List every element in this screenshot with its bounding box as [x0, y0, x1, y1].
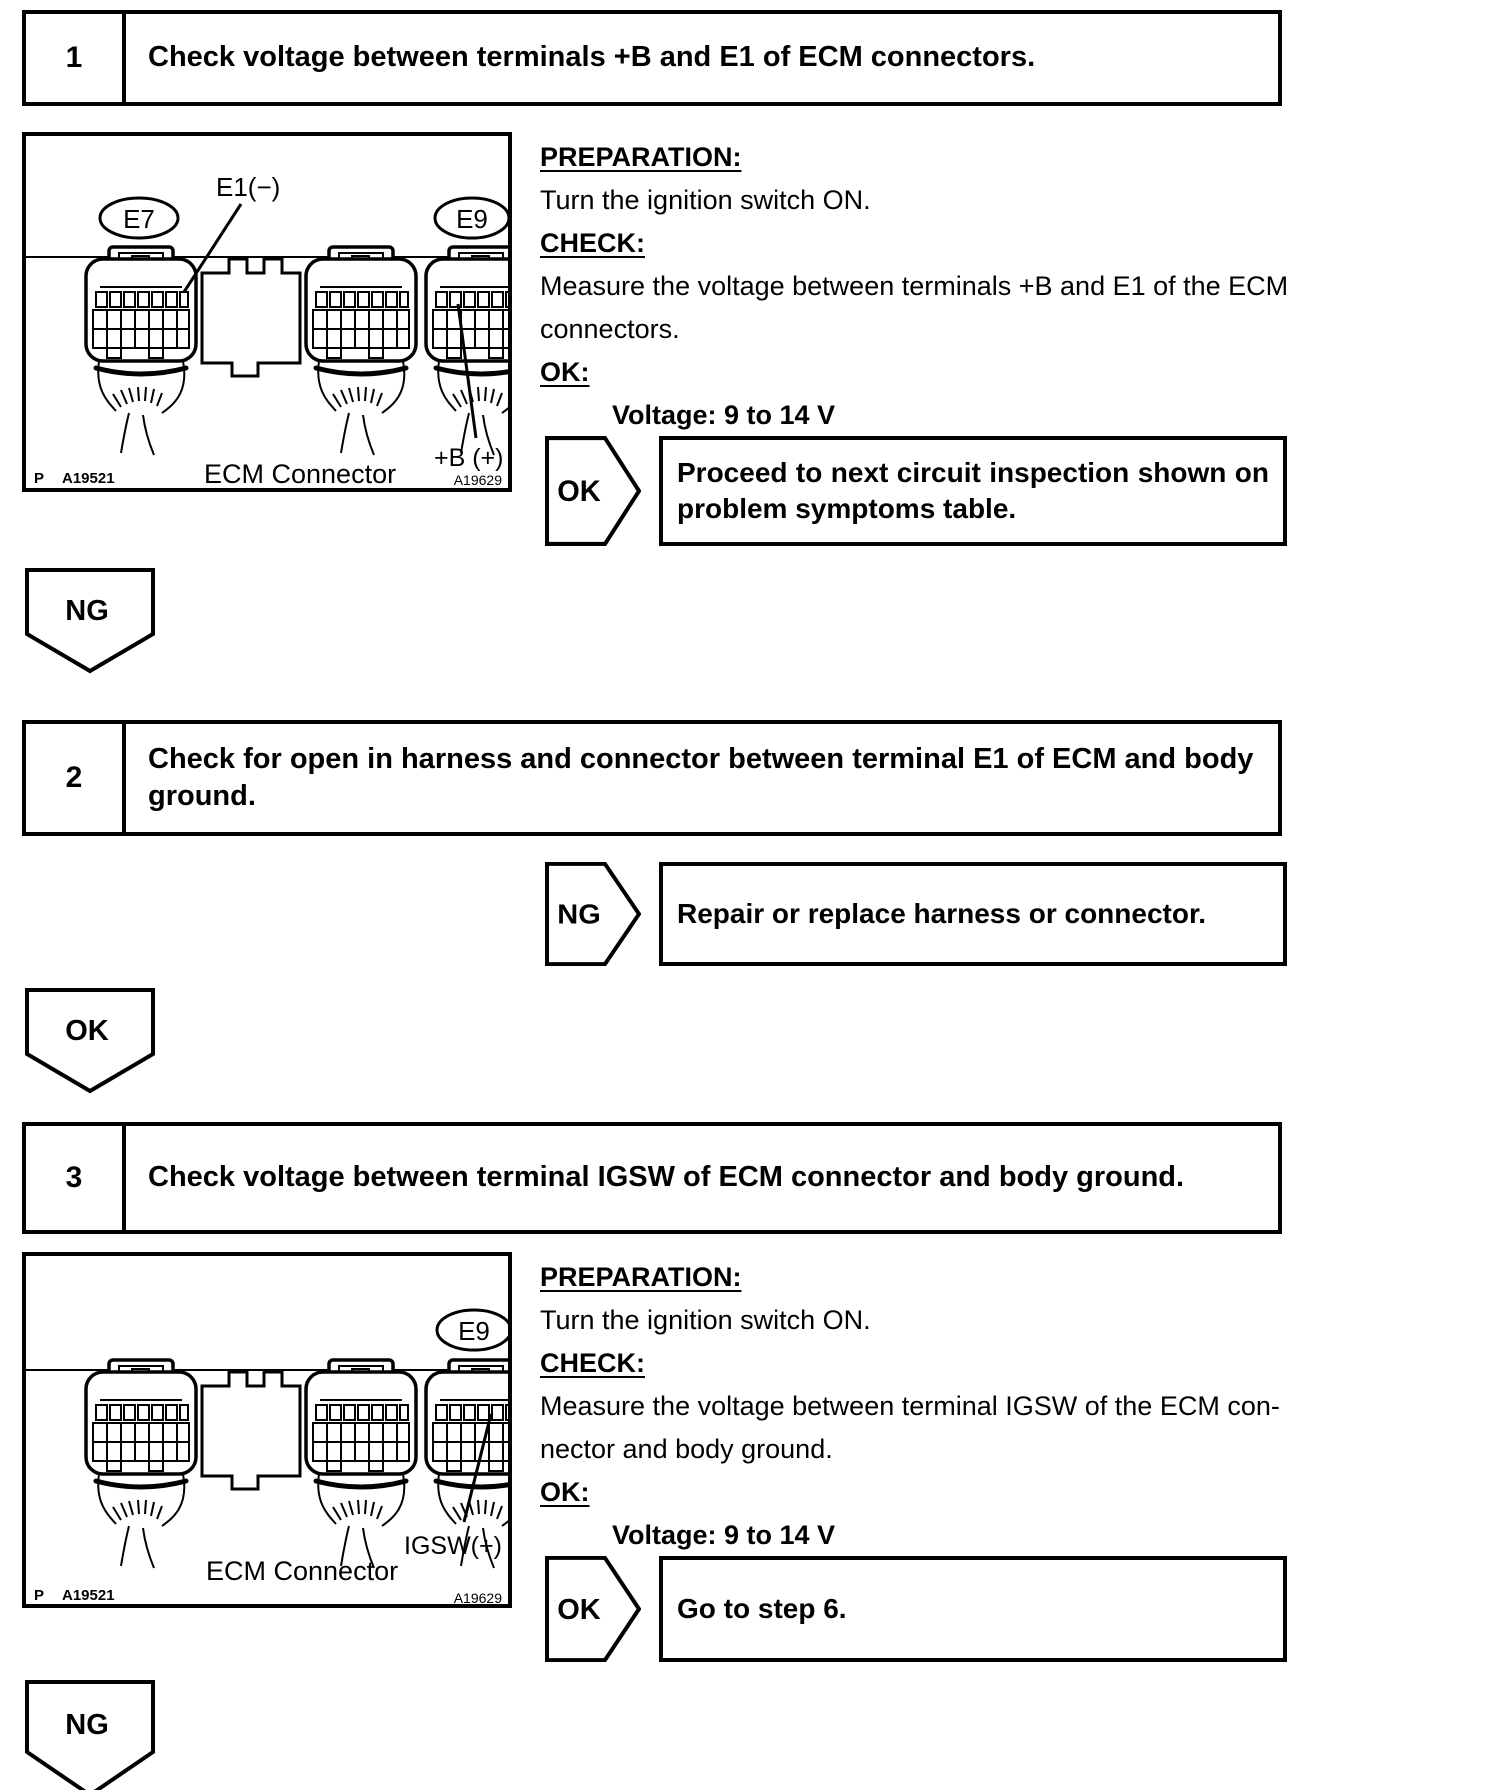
connector-label-e7: E7 [123, 204, 155, 234]
connector-illustration [26, 1256, 508, 1608]
ecm-connector-diagram-2 [22, 1252, 512, 1608]
connector-label-e9: E9 [456, 204, 488, 234]
step-number: 1 [26, 14, 126, 102]
diagram-corner-p: P [34, 470, 45, 487]
ng-flow-arrow-2 [25, 1680, 155, 1790]
result-row-ok-2 [545, 1556, 1287, 1662]
step-3-header [22, 1122, 1282, 1234]
ok-flow-arrow [25, 988, 155, 1094]
leader-line-e1 [184, 204, 241, 292]
ng-flow-arrow-1 [25, 568, 155, 674]
diagram-code-right: A19629 [453, 1590, 502, 1606]
connector-illustration [26, 136, 508, 488]
terminal-label-igsw: IGSW(+) [404, 1532, 502, 1560]
verdict-label: NG [557, 899, 601, 931]
result-row-ok-1 [545, 436, 1287, 546]
ok-arrow-shape [545, 1556, 641, 1662]
check-heading: CHECK: [540, 1348, 645, 1378]
preparation-heading: PREPARATION: [540, 142, 742, 172]
check-heading: CHECK: [540, 228, 645, 258]
step-title: Check for open in harness and connector between terminal E1 of ECM and body ground. [148, 742, 1254, 812]
ok-heading: OK: [540, 357, 590, 387]
verdict-label: OK [557, 1594, 601, 1626]
voltage-spec: Voltage: 9 to 14 V [612, 400, 836, 430]
ng-arrow-shape [545, 862, 641, 966]
result-action-box: Proceed to next circuit inspection shown on problem symptoms table. [659, 436, 1287, 546]
step-1-header [22, 10, 1282, 106]
flow-arrow-label: NG [65, 595, 109, 627]
result-row-ng [545, 862, 1287, 966]
step-2-header [22, 720, 1282, 836]
diagram-corner-p: P [34, 1587, 45, 1604]
terminal-label-e1: E1(−) [216, 172, 281, 202]
instruction-block-1 [540, 136, 1296, 437]
preparation-text: Turn the ignition switch ON. [540, 1305, 871, 1335]
ok-heading: OK: [540, 1477, 590, 1507]
check-text: Measure the voltage between terminal IGSW of the ECM connector and body ground. [540, 1391, 1280, 1464]
ok-arrow-shape [545, 436, 641, 546]
step-number: 2 [26, 724, 126, 832]
terminal-label-plus-b: +B (+) [434, 444, 504, 472]
result-action-box: Go to step 6. [659, 1556, 1287, 1662]
diagram-code-left: A19521 [62, 1587, 115, 1604]
diagram-caption: ECM Connector [204, 459, 397, 488]
step-title: Check voltage between terminals +B and E1 of ECM connectors. [148, 41, 1036, 74]
diagram-code-left: A19521 [62, 470, 115, 487]
step-title: Check voltage between terminal IGSW of ECM connector and body ground. [148, 1161, 1185, 1194]
result-action-box: Repair or replace harness or connector. [659, 862, 1287, 966]
flow-arrow-label: NG [65, 1709, 109, 1741]
flow-arrow-label: OK [65, 1015, 109, 1047]
ecm-connector-diagram-1 [22, 132, 512, 492]
verdict-label: OK [557, 475, 601, 509]
preparation-text: Turn the ignition switch ON. [540, 185, 871, 215]
connector-label-e9: E9 [458, 1316, 490, 1346]
voltage-spec: Voltage: 9 to 14 V [612, 1520, 836, 1550]
diagram-caption: ECM Connector [206, 1556, 399, 1586]
preparation-heading: PREPARATION: [540, 1262, 742, 1292]
instruction-block-2 [540, 1256, 1296, 1557]
check-text: Measure the voltage between terminals +B and E1 of the ECM connectors. [540, 271, 1289, 344]
diagram-code-right: A19629 [453, 472, 502, 488]
step-number: 3 [26, 1126, 126, 1230]
